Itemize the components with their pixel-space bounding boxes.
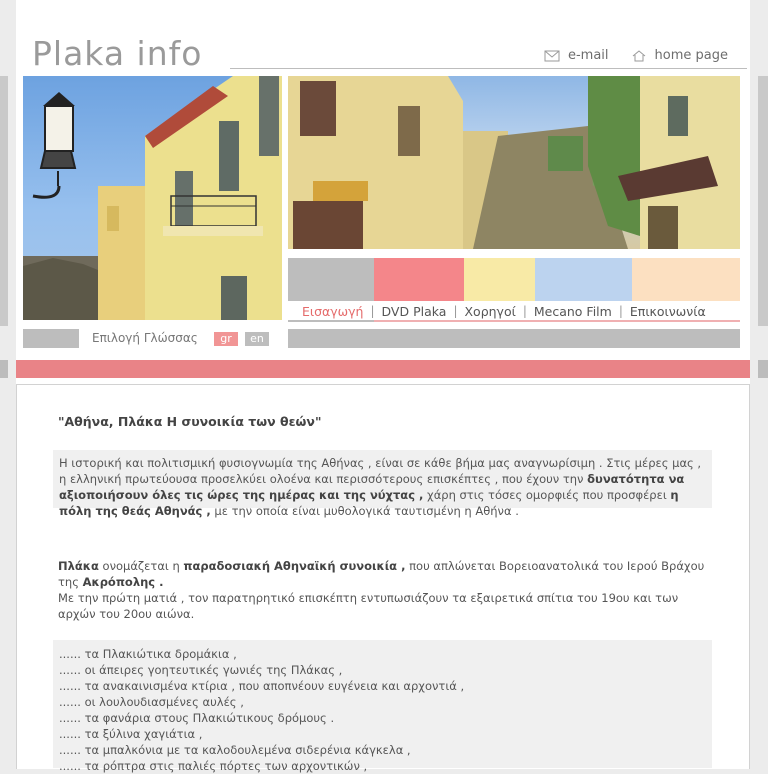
nav-item-mecano[interactable]: Mecano Film bbox=[533, 303, 612, 319]
left-edge-strip bbox=[0, 360, 8, 378]
nav-separator: | bbox=[618, 304, 623, 318]
nav-item-contact[interactable]: Επικοινωνία bbox=[629, 303, 706, 319]
list-item: ...... οι άπειρες γοητευτικές γωνιές της Πλάκας , bbox=[59, 663, 343, 677]
right-side-strip bbox=[758, 76, 768, 326]
nav-underline-gray bbox=[288, 320, 374, 322]
nav-item-dvd[interactable]: DVD Plaka bbox=[381, 303, 447, 319]
email-link[interactable] bbox=[544, 48, 609, 63]
photo-plaka-street bbox=[288, 76, 740, 249]
email-link-label: e-mail bbox=[567, 48, 609, 63]
envelope-icon bbox=[544, 50, 560, 62]
title-rule bbox=[230, 68, 747, 69]
list-item: ...... τα ρόπτρα στις παλιές πόρτες των αρχοντικών , bbox=[59, 759, 368, 773]
color-block-peach bbox=[632, 258, 740, 301]
content-heading: "Αθήνα, Πλάκα Η συνοικία των θεών" bbox=[58, 414, 322, 429]
top-links bbox=[544, 48, 728, 63]
list-item: ...... τα ανακαινισμένα κτίρια , που αποπνέουν ευγένεια και αρχοντιά , bbox=[59, 679, 465, 693]
nav-underline bbox=[374, 320, 740, 322]
nav-separator: | bbox=[453, 304, 458, 318]
list-item: ...... οι λουλουδιασμένες αυλές , bbox=[59, 695, 244, 709]
language-en-button[interactable]: en bbox=[245, 332, 269, 346]
list-item: ...... τα Πλακιώτικα δρομάκια , bbox=[59, 647, 237, 661]
right-edge-strip bbox=[758, 360, 768, 378]
language-gr-button[interactable]: gr bbox=[214, 332, 238, 346]
left-side-strip bbox=[0, 76, 8, 326]
nav-separator: | bbox=[522, 304, 527, 318]
language-bar-left bbox=[23, 329, 79, 348]
nav-item-intro[interactable]: Εισαγωγή bbox=[302, 303, 364, 319]
home-icon bbox=[631, 50, 647, 62]
intro-paragraph: Η ιστορική και πολιτισμική φυσιογνωμία της Αθήνας , είναι σε κάθε βήμα μας αναγνωρίσιμη . Στις μέρες μας , η ελληνική πρωτεύουσα προσελκύει ολοένα και περισσότερους επισκέπτες , που έχουν την δυνατότητα να αξιοποιήσουν όλες τις ώρες της ημέρας και της νύχτας , χάρη στις τόσες ομορφιές που προσφέρει η πόλη της θεάς Αθηνάς , με την οποία είναι μυθολογικά ταυτισμένη η Αθήνα . bbox=[53, 450, 712, 508]
color-block-yellow bbox=[464, 258, 535, 301]
site-title: Plaka info bbox=[32, 34, 203, 73]
language-label: Επιλογή Γλώσσας bbox=[92, 331, 198, 345]
plaka-paragraph: Πλάκα ονομάζεται η παραδοσιακή Αθηναϊκή συνοικία , που απλώνεται Βορειοανατολικά του Ιερού Βράχου της Ακρόπολης . Με την πρώτη ματιά , τον παρατηρητικό επισκέπτη εντυπωσιάζουν τα εξαιρετικά σπίτια του 19ου και των αρχών του 20ου αιώνα. bbox=[58, 559, 705, 621]
nav-item-sponsors[interactable]: Χορηγοί bbox=[464, 303, 516, 319]
home-link-label: home page bbox=[654, 48, 728, 63]
main-nav bbox=[288, 301, 740, 321]
photo-street-lamp bbox=[23, 76, 282, 320]
list-item: ...... τα μπαλκόνια με τα καλοδουλεμένα σιδερένια κάγκελα , bbox=[59, 743, 411, 757]
list-item: ...... τα φανάρια στους Πλακιώτικους δρόμους . bbox=[59, 711, 335, 725]
highlights-list bbox=[53, 640, 712, 773]
home-link[interactable] bbox=[631, 48, 728, 63]
nav-separator: | bbox=[370, 304, 375, 318]
color-block-gray bbox=[288, 258, 374, 301]
accent-bar bbox=[16, 360, 750, 378]
list-item: ...... τα ξύλινα χαγιάτια , bbox=[59, 727, 203, 741]
color-block-blue bbox=[535, 258, 632, 301]
color-block-pink bbox=[374, 258, 464, 301]
nav-gray-bar bbox=[288, 329, 740, 348]
